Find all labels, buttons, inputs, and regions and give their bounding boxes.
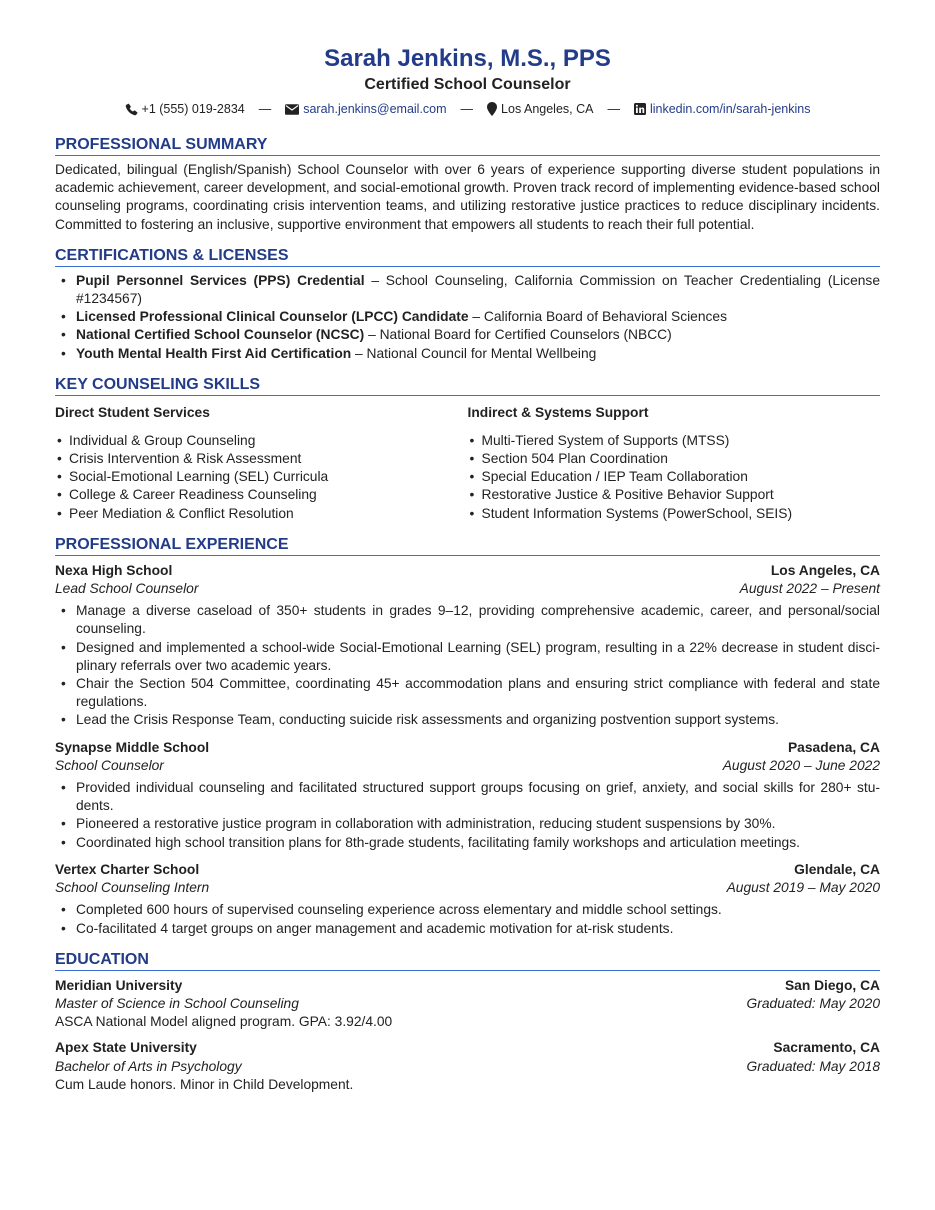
skills-heading: KEY COUNSELING SKILLS — [55, 375, 880, 396]
job-dates: August 2019 – May 2020 — [726, 880, 880, 896]
list-item: • Coordinated high school transition plans for 8th-grade students, facilitating family workshops and articulation meetings. — [55, 834, 880, 852]
list-item: • Restorative Justice & Positive Behavior Support — [468, 486, 881, 504]
education-heading: EDUCATION — [55, 950, 880, 971]
cert-detail: – National Council for Mental Wellbeing — [351, 345, 597, 361]
summary-text: Dedicated, bilingual (English/Spanish) School Counselor with over 6 years of experience supporting diverse student populations in academic achievement, career development, and social-emotional growth. Proven track record of implementing evidence-based school counseling programs, coordinating crisis intervention teams, and utilizing restorative justice practices to reduce disciplinary incidents. Committed to fostering an inclusive, supportive environment that empowers all students to reach their full potential. — [55, 162, 880, 232]
phone-number: +1 (555) 019-2834 — [141, 102, 245, 116]
cert-detail: – California Board of Behavioral Sciences — [468, 309, 727, 325]
list-item: • Crisis Intervention & Risk Assessment — [55, 450, 468, 468]
contact-linkedin[interactable] — [634, 101, 811, 117]
cert-name: National Certified School Counselor (NCSC) — [76, 327, 365, 343]
contact-phone — [125, 101, 245, 117]
education-entry — [55, 977, 880, 1032]
job-bullets — [55, 602, 880, 729]
list-item: • Chair the Section 504 Committee, coordinating 45+ accommodation plans and ensuring strict compliance with federal and state regulations. — [55, 675, 880, 711]
location-text: Los Angeles, CA — [501, 102, 594, 116]
cert-detail: – School Counseling, California Commission on Teacher Credentialing (License #1234567) — [76, 272, 880, 307]
school-location: Sacramento, CA — [773, 1040, 880, 1056]
list-item: • Manage a diverse caseload of 350+ students in grades 9–12, providing comprehensive academic, career, and personal/social counseling. — [55, 602, 880, 638]
job-dates: August 2022 – Present — [739, 581, 880, 597]
cert-detail: – National Board for Certified Counselors (NBCC) — [364, 327, 672, 343]
list-item — [55, 345, 880, 363]
job-entry — [55, 739, 880, 852]
list-item: • Social-Emotional Learning (SEL) Curricula — [55, 468, 468, 486]
job-bullets — [55, 779, 880, 852]
skills-column-indirect — [468, 404, 881, 523]
resume-header — [55, 44, 880, 117]
experience-section — [55, 535, 880, 938]
graduation-date: Graduated: May 2020 — [746, 995, 880, 1011]
contact-separator: — — [607, 102, 620, 116]
list-item: • Provided individual counseling and facilitated structured support groups focusing on grief, anxiety, and social skills for 280+ students. — [55, 779, 880, 815]
list-item: • College & Career Readiness Counseling — [55, 486, 468, 504]
list-item: • Student Information Systems (PowerSchool, SEIS) — [468, 505, 881, 523]
certifications-list — [55, 272, 880, 363]
list-item: • Special Education / IEP Team Collaboration — [468, 468, 881, 486]
skills-column-direct — [55, 404, 468, 523]
list-item: • Lead the Crisis Response Team, conducting suicide risk assessments and organizing postvention support systems. — [55, 711, 880, 729]
cert-name: Youth Mental Health First Aid Certification — [76, 345, 352, 361]
school-location: San Diego, CA — [784, 977, 880, 993]
skills-column-title: Direct Student Services — [55, 404, 210, 420]
education-note: ASCA National Model aligned program. GPA: 3.92/4.00 — [55, 1014, 393, 1030]
education-section — [55, 950, 880, 1094]
certifications-heading: CERTIFICATIONS & LICENSES — [55, 246, 880, 267]
school-name: Meridian University — [55, 977, 183, 993]
job-entry — [55, 562, 880, 730]
list-item: • Individual & Group Counseling — [55, 432, 468, 450]
skills-section — [55, 375, 880, 523]
job-role: School Counselor — [55, 757, 164, 773]
contact-bar — [55, 101, 880, 117]
contact-separator: — — [258, 102, 272, 116]
job-bullets — [55, 901, 880, 937]
contact-location — [487, 101, 593, 117]
summary-heading: PROFESSIONAL SUMMARY — [55, 135, 880, 156]
job-org: Nexa High School — [55, 562, 173, 578]
experience-heading: PROFESSIONAL EXPERIENCE — [55, 535, 880, 556]
list-item: • Completed 600 hours of supervised counseling experience across elementary and middle school settings. — [55, 901, 880, 919]
summary-section — [55, 135, 880, 234]
skills-column-title: Indirect & Systems Support — [467, 404, 649, 420]
graduation-date: Graduated: May 2018 — [746, 1058, 880, 1074]
job-location: Glendale, CA — [794, 861, 880, 877]
certifications-section — [55, 246, 880, 363]
email-link[interactable]: sarah.jenkins@email.com — [303, 102, 447, 116]
degree: Master of Science in School Counseling — [55, 995, 299, 1011]
phone-icon — [125, 103, 138, 116]
candidate-title: Certified School Counselor — [364, 76, 571, 93]
education-note: Cum Laude honors. Minor in Child Development. — [55, 1076, 354, 1092]
job-location: Pasadena, CA — [787, 739, 880, 755]
list-item: • Section 504 Plan Coordination — [468, 450, 881, 468]
skills-grid — [55, 404, 880, 523]
job-dates: August 2020 – June 2022 — [722, 757, 880, 773]
list-item: • Designed and implemented a school-wide Social-Emotional Learning (SEL) program, resulting in a 22% decrease in student disciplinary referrals over two academic years. — [55, 639, 880, 675]
contact-separator: — — [460, 102, 474, 116]
cert-name: Licensed Professional Clinical Counselor (LPCC) Candidate — [76, 309, 469, 325]
school-name: Apex State University — [55, 1040, 197, 1056]
job-entry — [55, 861, 880, 938]
envelope-icon — [285, 104, 299, 115]
list-item: • Multi-Tiered System of Supports (MTSS) — [468, 432, 881, 450]
education-entry — [55, 1039, 880, 1094]
list-item — [55, 326, 880, 344]
job-org: Synapse Middle School — [55, 739, 210, 755]
skills-list — [55, 432, 468, 523]
cert-name: Pupil Personnel Services (PPS) Credential — [76, 272, 365, 288]
degree: Bachelor of Arts in Psychology — [55, 1058, 242, 1074]
list-item — [55, 308, 880, 326]
contact-email[interactable] — [285, 101, 446, 117]
candidate-name: Sarah Jenkins, M.S., PPS — [324, 45, 611, 72]
job-org: Vertex Charter School — [55, 861, 200, 877]
job-role: School Counseling Intern — [55, 880, 210, 896]
skills-list — [468, 432, 881, 523]
linkedin-icon — [634, 103, 646, 115]
job-location: Los Angeles, CA — [770, 562, 880, 578]
list-item — [55, 272, 880, 308]
list-item: • Co-facilitated 4 target groups on anger management and academic motivation for at-risk students. — [55, 920, 880, 938]
list-item: • Peer Mediation & Conflict Resolution — [55, 505, 468, 523]
job-role: Lead School Counselor — [55, 581, 199, 597]
linkedin-link[interactable]: linkedin.com/in/sarah-jenkins — [649, 102, 811, 116]
list-item: • Pioneered a restorative justice program in collaboration with administration, reducing student suspensions by 30%. — [55, 815, 880, 833]
map-pin-icon — [487, 102, 497, 116]
